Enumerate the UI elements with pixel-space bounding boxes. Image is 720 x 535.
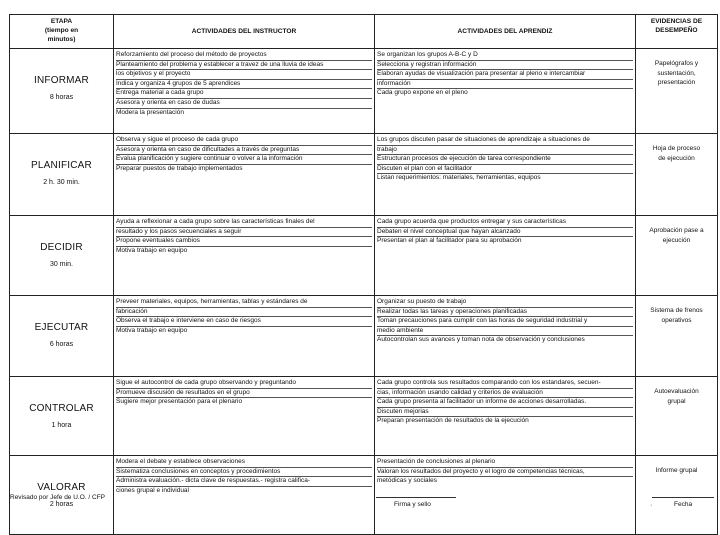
instructor-activities-cell bbox=[114, 49, 375, 134]
signature-line bbox=[376, 497, 456, 498]
planning-sheet bbox=[9, 14, 717, 535]
instructor-activity-line: Indica y organiza 4 grupos de 5 aprendices bbox=[116, 80, 372, 90]
aprendiz-activity-line: Listan requerimientos: materiales, herramientas, equipos bbox=[377, 174, 541, 182]
evidence-line: Sistema de frenos bbox=[650, 307, 703, 314]
aprendiz-activity-line: Estructuran procesos de ejecución de tarea correspondiente bbox=[377, 155, 633, 165]
evidence-line: Aprobación pase a bbox=[649, 227, 704, 234]
header-etapa-sub2: minutos) bbox=[47, 36, 76, 43]
stage-row bbox=[10, 216, 718, 296]
aprendiz-activities-cell bbox=[375, 377, 636, 456]
aprendiz-activity-line: Discuten el plan con el facilitador bbox=[377, 165, 633, 175]
evidence-line: Autoevaluación bbox=[654, 388, 699, 395]
aprendiz-activity-line: medio ambiente bbox=[377, 327, 633, 337]
stage-time: 6 horas bbox=[49, 341, 74, 348]
instructor-activity-line: Promueve discusión de resultados en el grupo bbox=[116, 389, 372, 399]
instructor-activity-line: Sugiere mejor presentación para el plenario bbox=[116, 398, 243, 406]
aprendiz-activity-line: Toman precauciones para cumplir con las horas de seguridad industrial y bbox=[377, 317, 633, 327]
firma-label: Firma y sello bbox=[394, 501, 431, 508]
instructor-activities-cell bbox=[114, 296, 375, 377]
instructor-activity-line: Preveer materiales, equipos, herramientas, tablas y estándares de bbox=[116, 298, 372, 308]
stage-name: EJECUTAR bbox=[34, 322, 89, 333]
aprendiz-activity-line: información bbox=[377, 80, 633, 90]
header-aprendiz: ACTIVIDADES DEL APRENDIZ bbox=[375, 15, 636, 49]
instructor-activity-line: Administra evaluación.- dicta clave de respuestas.- registra califica- bbox=[116, 477, 372, 487]
aprendiz-activity-line: Preparan presentación de resultados de la ejecución bbox=[377, 417, 529, 425]
instructor-activity-line: Asesora y orienta en caso de dudas bbox=[116, 99, 372, 109]
instructor-activity-line: Sigue el autocontrol de cada grupo observando y preguntando bbox=[116, 379, 372, 389]
aprendiz-activity-line: Cada grupo acuerda que productos entregar y sus características bbox=[377, 218, 633, 228]
evidence-line: presentación bbox=[657, 79, 696, 86]
instructor-activity-line: Modera el debate y establece observaciones bbox=[116, 458, 372, 468]
instructor-activity-line: Sistematiza conclusiones en conceptos y procedimientos bbox=[116, 468, 372, 478]
activity-table bbox=[9, 14, 718, 535]
stage-name: DECIDIR bbox=[40, 242, 83, 253]
header-etapa-sub1: (tiempo en bbox=[44, 27, 79, 34]
footer bbox=[0, 490, 720, 520]
header-evidencias bbox=[636, 15, 718, 49]
aprendiz-activity-line: metódicas y sociales bbox=[377, 477, 437, 485]
instructor-activity-line: Propone eventuales cambios bbox=[116, 237, 372, 247]
stage-name: VALORAR bbox=[37, 482, 86, 493]
aprendiz-activity-line: Cada grupo presenta al facilitador un informe de acciones desarrolladas. bbox=[377, 398, 633, 408]
date-line bbox=[652, 497, 714, 498]
header-etapa bbox=[10, 15, 114, 49]
stage-time: 2 h. 30 min. bbox=[43, 179, 80, 186]
stage-time: 2 horas bbox=[49, 501, 74, 508]
instructor-activity-line: Observa el trabajo e interviene en caso de riesgos bbox=[116, 317, 372, 327]
instructor-activity-line: Planteamiento del problema y establecer a travez de una lluvia de ideas bbox=[116, 61, 372, 71]
evidence-line: de ejecución bbox=[658, 154, 695, 162]
header-instructor: ACTIVIDADES DEL INSTRUCTOR bbox=[114, 15, 375, 49]
aprendiz-activities-cell bbox=[375, 49, 636, 134]
evidence-line: Informe grupal bbox=[655, 467, 698, 474]
aprendiz-activity-line: Realizar todas las tareas y operaciones planificadas bbox=[377, 308, 633, 318]
bullet-mark: · bbox=[650, 502, 653, 509]
evidence-cell bbox=[636, 216, 718, 296]
stage-name: INFORMAR bbox=[34, 75, 89, 86]
stage-name: PLANIFICAR bbox=[31, 160, 92, 171]
header-evidencias-line2: DESEMPEÑO bbox=[655, 27, 698, 34]
stage-time: 8 horas bbox=[49, 94, 74, 101]
aprendiz-activity-line: Cada grupo controla sus resultados comparando con los estandares, secuen- bbox=[377, 379, 633, 389]
evidence-cell bbox=[636, 49, 718, 134]
header-evidencias-line1: EVIDENCIAS DE bbox=[650, 18, 703, 25]
aprendiz-activity-line: trabajo bbox=[377, 146, 633, 156]
stage-cell bbox=[10, 296, 114, 377]
aprendiz-activities-cell bbox=[375, 296, 636, 377]
instructor-activity-line: resultado y los pasos secuenciales a seguir bbox=[116, 228, 372, 238]
header-row bbox=[10, 15, 718, 49]
instructor-activity-line: Observa y sigue el proceso de cada grupo bbox=[116, 136, 372, 146]
header-etapa-title: ETAPA bbox=[50, 18, 73, 25]
instructor-activity-line: Preparar puestos de trabajo implementados bbox=[116, 164, 243, 172]
aprendiz-activity-line: Autocontrolan sus avances y toman nota de observación y conclusiones bbox=[377, 336, 585, 344]
aprendiz-activity-line: cias, información usando calidad y criterios de evaluación bbox=[377, 389, 633, 399]
instructor-activity-line: Asesora y orienta en caso de dificultades a través de preguntas bbox=[116, 146, 372, 156]
stage-row bbox=[10, 296, 718, 377]
stage-cell bbox=[10, 216, 114, 296]
stage-row bbox=[10, 134, 718, 216]
evidence-cell bbox=[636, 134, 718, 216]
instructor-activities-cell bbox=[114, 377, 375, 456]
aprendiz-activity-line: Organizar su puesto de trabajo bbox=[377, 298, 633, 308]
instructor-activity-line: Entrega material a cada grupo bbox=[116, 89, 372, 99]
aprendiz-activity-line: Discuten mejorias bbox=[377, 408, 633, 418]
aprendiz-activity-line: Elaboran ayudas de visualización para presentar al pleno e intercambiar bbox=[377, 70, 633, 80]
revisado-label: Revisado por Jefe de U.O. / CFP bbox=[10, 494, 106, 501]
instructor-activities-cell bbox=[114, 216, 375, 296]
aprendiz-activity-line: Se organizan los grupos A-B-C y D bbox=[377, 51, 633, 61]
evidence-line: grupal bbox=[667, 397, 686, 405]
aprendiz-activities-cell bbox=[375, 216, 636, 296]
stage-cell bbox=[10, 377, 114, 456]
instructor-activity-line: Ayuda a reflexionar a cada grupo sobre las características finales del bbox=[116, 218, 372, 228]
evidence-cell bbox=[636, 377, 718, 456]
instructor-activity-line: Evalua planificación y sugiere continuar o volver a la información bbox=[116, 155, 372, 165]
aprendiz-activity-line: Selecciona y registran información bbox=[377, 61, 633, 71]
aprendiz-activity-line: Presentan el plan al facilitador para su aprobación bbox=[377, 237, 522, 245]
stage-row bbox=[10, 377, 718, 456]
aprendiz-activities-cell bbox=[375, 134, 636, 216]
stage-name: CONTROLAR bbox=[29, 403, 94, 414]
aprendiz-activity-line: Los grupos discuten pasar de situaciones de aprendizaje a situaciones de bbox=[377, 136, 633, 146]
instructor-activity-line: Motiva trabajo en equipo bbox=[116, 246, 188, 254]
instructor-activities-cell bbox=[114, 134, 375, 216]
stage-time: 30 min. bbox=[50, 261, 73, 268]
instructor-activity-line: los objetivos y el proyecto bbox=[116, 70, 372, 80]
evidence-line: ejecución bbox=[662, 236, 691, 244]
aprendiz-activity-line: Cada grupo expone en el pleno bbox=[377, 89, 468, 97]
instructor-activity-line: ciones grupal e individual bbox=[116, 486, 189, 494]
fecha-label: Fecha bbox=[674, 501, 693, 508]
stage-row bbox=[10, 49, 718, 134]
evidence-cell bbox=[636, 296, 718, 377]
instructor-activity-line: fabricación bbox=[116, 308, 372, 318]
evidence-line: Hoja de proceso bbox=[652, 145, 701, 152]
aprendiz-activity-line: Presentación de conclusiones al plenario bbox=[377, 458, 633, 468]
aprendiz-activity-line: Debaten el nivel conceptual que hayan alcanzado bbox=[377, 228, 633, 238]
stage-cell bbox=[10, 49, 114, 134]
evidence-line: sustentación, bbox=[657, 69, 696, 77]
aprendiz-activity-line: Valoran los resultados del proyecto y el logro de competencias técnicas, bbox=[377, 468, 633, 478]
stage-cell bbox=[10, 134, 114, 216]
evidence-line: Papelógrafos y bbox=[654, 60, 699, 67]
evidence-line: operativos bbox=[661, 316, 692, 324]
instructor-activity-line: Motiva trabajo en equipo bbox=[116, 326, 188, 334]
instructor-activity-line: Reforzamiento del proceso del método de proyectos bbox=[116, 51, 372, 61]
stage-time: 1 hora bbox=[51, 422, 72, 429]
instructor-activity-line: Modera la presentación bbox=[116, 108, 184, 116]
